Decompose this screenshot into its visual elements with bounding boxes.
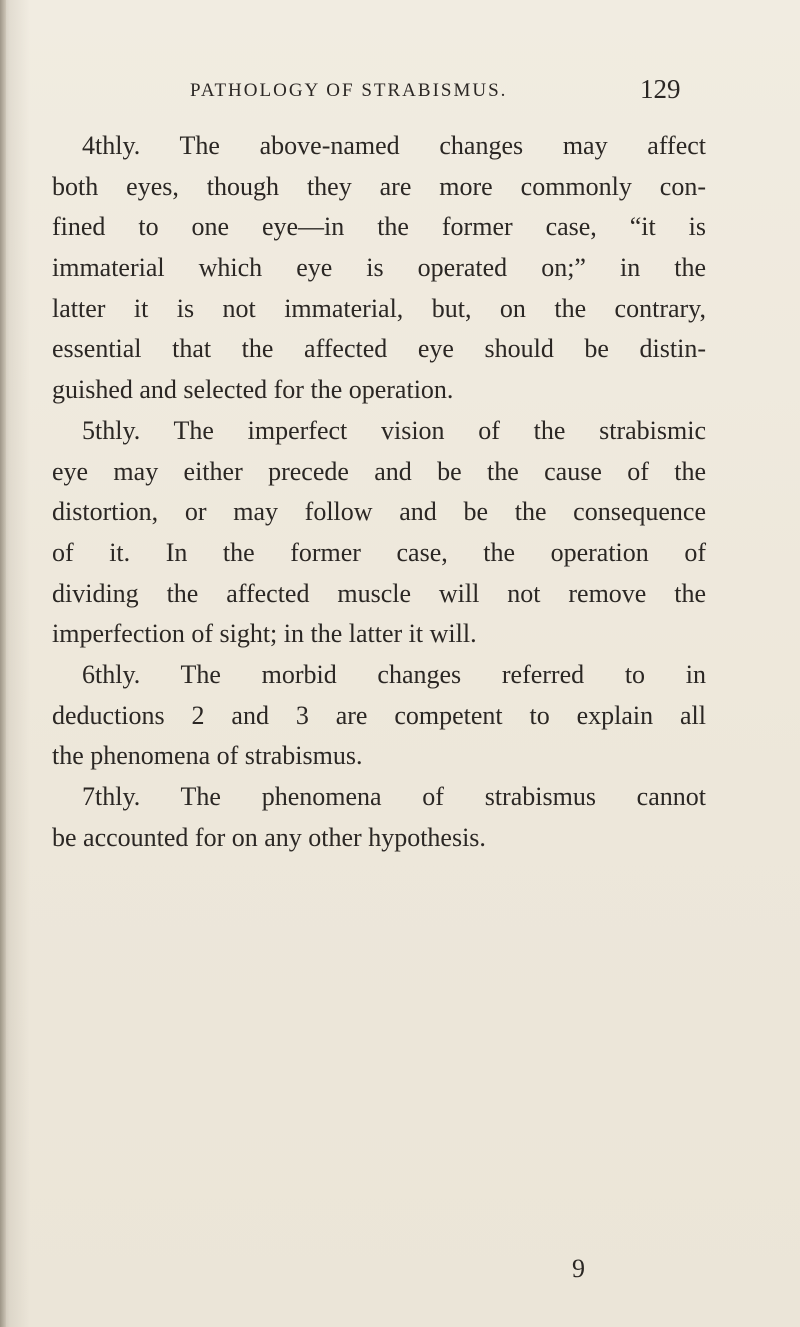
page-gutter-edge — [0, 0, 6, 1327]
text-line: fined to one eye—in the former case, “it is — [52, 212, 706, 242]
text-line: both eyes, though they are more commonly con- — [52, 171, 706, 201]
signature-mark: 9 — [572, 1254, 585, 1283]
text-line: latter it is not immaterial, but, on the contrary, — [52, 293, 706, 323]
body-text — [52, 126, 706, 858]
text-line: imperfection of sight; in the latter it will. — [52, 619, 477, 649]
text-line: 7thly. The phenomena of strabismus cannot — [82, 782, 706, 811]
page-number: 129 — [640, 74, 681, 104]
text-line: the phenomena of strabismus. — [52, 741, 363, 771]
text-line: eye may either precede and be the cause of the — [52, 456, 706, 486]
text-line: 6thly. The morbid changes referred to in — [82, 659, 706, 689]
text-line: distortion, or may follow and be the consequence — [52, 497, 706, 527]
running-title: PATHOLOGY OF STRABISMUS. — [190, 80, 508, 101]
text-line: dividing the affected muscle will not remove the — [52, 578, 706, 608]
text-line: deductions 2 and 3 are competent to explain all — [52, 700, 706, 730]
text-line: of it. In the former case, the operation of — [52, 537, 706, 567]
text-line: 5thly. The imperfect vision of the strabismic — [82, 415, 706, 445]
text-line: guished and selected for the operation. — [52, 375, 454, 405]
text-line: essential that the affected eye should be distin- — [52, 334, 706, 364]
running-head — [0, 74, 800, 104]
text-line: 4thly. The above-named changes may affect — [82, 131, 706, 160]
text-line: immaterial which eye is operated on;” in the — [52, 253, 706, 283]
text-line: be accounted for on any other hypothesis. — [52, 822, 486, 852]
